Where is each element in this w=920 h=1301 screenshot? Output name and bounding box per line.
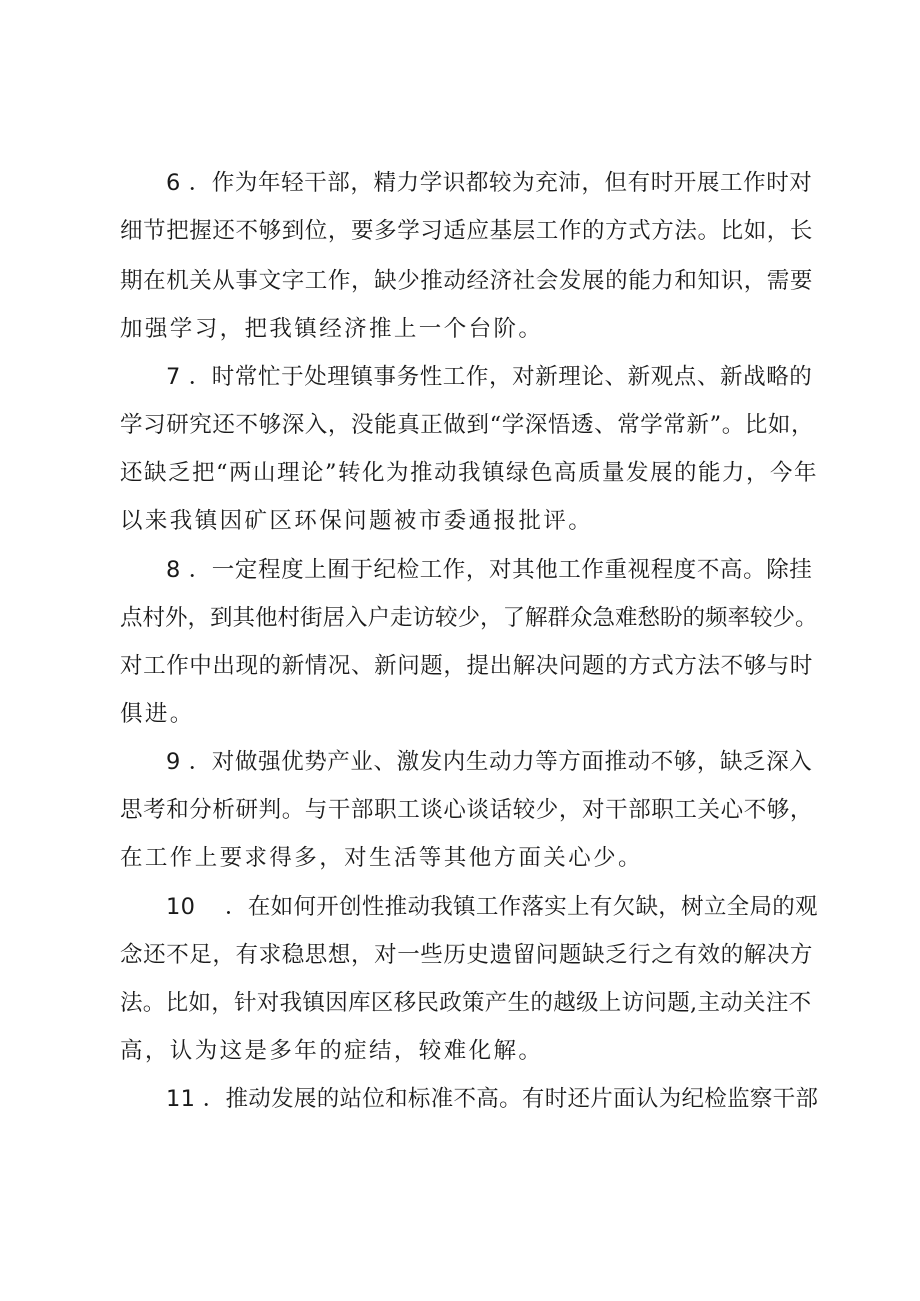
paragraph-line: 学习研究还不够深入，没能真正做到“学深悟透、常学常新”。比如， — [120, 412, 815, 438]
paragraph-line: 还缺乏把“两山理论”转化为推动我镇绿色高质量发展的能力，今年 — [120, 460, 819, 486]
line-text: ．作为年轻干部，精力学识都较为充沛，但有时开展工作时对 — [188, 170, 813, 196]
paragraph-line: 细节把握还不够到位，要多学习适应基层工作的方式方法。比如，长 — [120, 218, 814, 244]
paragraph-first-line — [166, 747, 812, 777]
paragraph-line: 念还不足，有求稳思想，对一些历史遗留问题缺乏行之有效的解决方 — [120, 942, 814, 968]
paragraph-line: 俱进。 — [120, 701, 195, 727]
line-text: ．对做强优势产业、激发内生动力等方面推动不够，缺乏深入 — [188, 749, 813, 775]
paragraph-line: 对工作中出现的新情况、新问题，提出解决问题的方式方法不够与时 — [120, 653, 814, 679]
item-number: 8 — [166, 557, 181, 583]
paragraph-first-line — [166, 555, 812, 585]
paragraph-line: 点村外，到其他村街居入户走访较少，了解群众急难愁盼的频率较少。 — [120, 605, 818, 631]
paragraph-first-line — [166, 362, 812, 392]
line-text: ．推动发展的站位和标准不高。有时还片面认为纪检监察干部 — [202, 1086, 819, 1112]
item-number: 6 — [166, 170, 181, 196]
paragraph-first-line — [166, 892, 818, 922]
paragraph-line: 高，认为这是多年的症结，较难化解。 — [120, 1038, 544, 1064]
paragraph-line: 思考和分析研判。与干部职工谈心谈话较少，对干部职工关心不够， — [120, 797, 814, 823]
item-number: 10 — [166, 894, 196, 920]
paragraph-line: 期在机关从事文字工作，缺少推动经济社会发展的能力和知识，需要 — [120, 268, 814, 294]
item-number: 9 — [166, 749, 181, 775]
paragraph-line: 法。比如，针对我镇因库区移民政策产生的越级上访问题,主动关注不 — [120, 990, 812, 1016]
item-number: 11 — [166, 1086, 196, 1112]
item-number: 7 — [166, 364, 181, 390]
paragraph-first-line — [166, 1084, 818, 1114]
line-text: ．时常忙于处理镇事务性工作，对新理论、新观点、新战略的 — [188, 364, 813, 390]
paragraph-first-line — [166, 168, 812, 198]
paragraph-line: 以来我镇因矿区环保问题被市委通报批评。 — [120, 508, 594, 534]
line-text: ．一定程度上囿于纪检工作，对其他工作重视程度不高。除挂 — [188, 557, 813, 583]
paragraph-line: 加强学习，把我镇经济推上一个台阶。 — [120, 316, 544, 342]
line-text: ．在如何开创性推动我镇工作落实上有欠缺，树立全局的观 — [225, 894, 818, 920]
paragraph-line: 在工作上要求得多，对生活等其他方面关心少。 — [120, 845, 643, 871]
